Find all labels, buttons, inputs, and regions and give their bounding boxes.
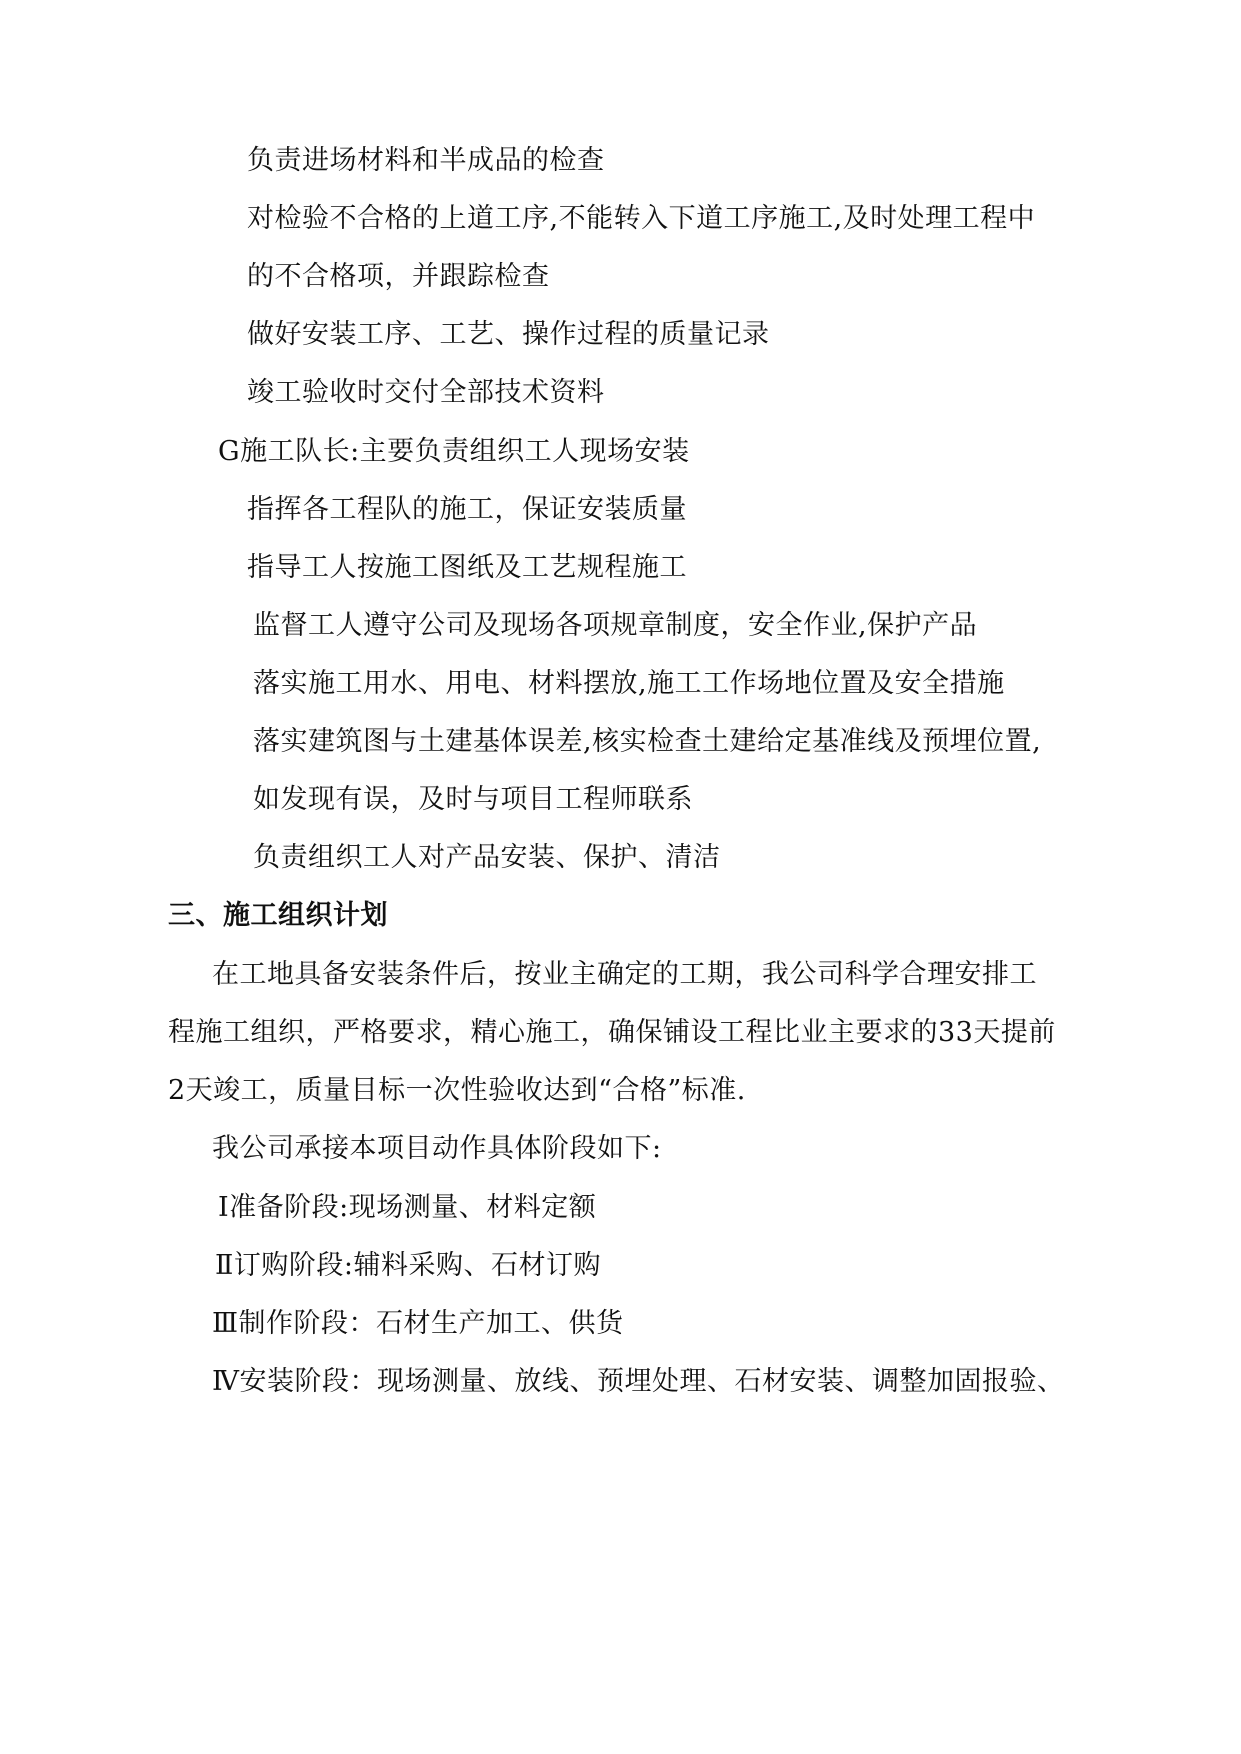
text-line: 对检验不合格的上道工序,不能转入下道工序施工,及时处理工程中 <box>247 203 1036 234</box>
stage-item: Ⅳ安装阶段：现场测量、放线、预埋处理、石材安装、调整加固报验、 <box>212 1366 1065 1397</box>
text-line: 落实施工用水、用电、材料摆放,施工工作场地位置及安全措施 <box>253 668 1005 699</box>
stage-item: Ⅲ制作阶段：石材生产加工、供货 <box>212 1308 624 1339</box>
text-line: 负责组织工人对产品安装、保护、清洁 <box>253 842 721 873</box>
stage-item: Ⅰ准备阶段:现场测量、材料定额 <box>218 1192 597 1223</box>
text-line: 竣工验收时交付全部技术资料 <box>247 377 605 408</box>
text-line: 负责进场材料和半成品的检查 <box>247 145 605 176</box>
paragraph-line: 程施工组织，严格要求，精心施工，确保铺设工程比业主要求的33天提前 <box>168 1017 1056 1048</box>
text-line: 指挥各工程队的施工，保证安装质量 <box>247 494 687 525</box>
text-line: 做好安装工序、工艺、操作过程的质量记录 <box>247 319 770 350</box>
text-line: 落实建筑图与土建基体误差,核实检查土建给定基准线及预埋位置, <box>253 726 1042 757</box>
paragraph-line: 在工地具备安装条件后，按业主确定的工期，我公司科学合理安排工 <box>212 959 1037 990</box>
paragraph-line: 2天竣工，质量目标一次性验收达到“合格”标准. <box>168 1075 746 1106</box>
text-line: 监督工人遵守公司及现场各项规章制度，安全作业,保护产品 <box>253 610 978 641</box>
section-heading: 三、施工组织计划 <box>168 900 388 931</box>
stages-intro: 我公司承接本项目动作具体阶段如下: <box>212 1133 662 1164</box>
text-line: 指导工人按施工图纸及工艺规程施工 <box>247 552 687 583</box>
text-line: 如发现有误，及时与项目工程师联系 <box>253 784 693 815</box>
text-line: G施工队长:主要负责组织工人现场安装 <box>218 436 690 467</box>
text-line: 的不合格项，并跟踪检查 <box>247 261 550 292</box>
stage-item: Ⅱ订购阶段:辅料采购、石材订购 <box>215 1250 601 1281</box>
